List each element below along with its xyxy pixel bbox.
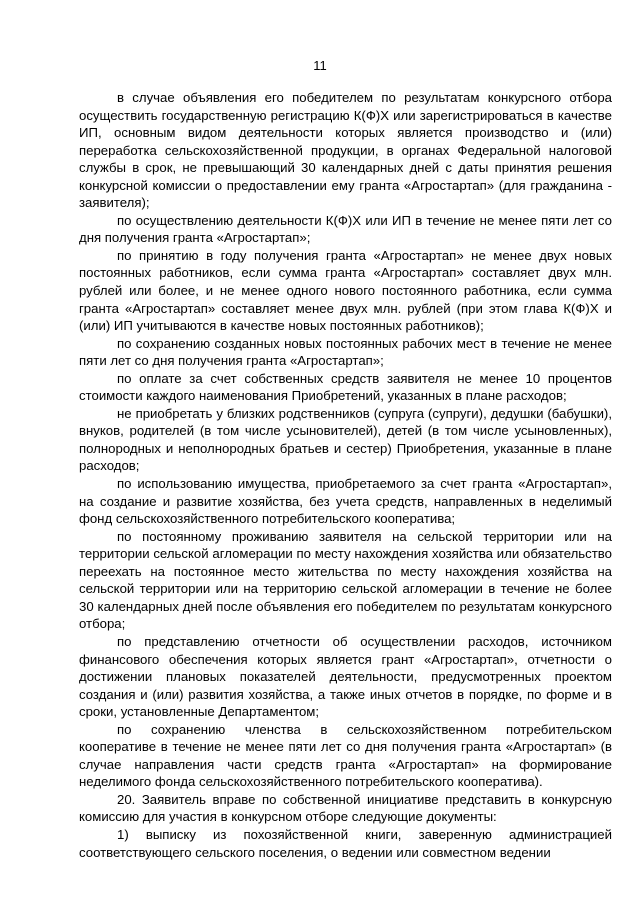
paragraph-obligation-jobs: по сохранению созданных новых постоянных рабочих мест в течение не менее пяти лет со дня получения гранта «Агростартап»; [79, 335, 612, 369]
paragraph-obligation-reporting: по представлению отчетности об осуществлении расходов, источником финансового обеспечения которых является грант «Агростартап», отчетности о достижении плановых показателей деятельности, предусмотренных проектом создания и (или) развития хозяйства, а также иных отчетов в порядке, по форме и в сроки, установленные Департаментом; [79, 633, 612, 720]
paragraph-obligation-own-funds: по оплате за счет собственных средств заявителя не менее 10 процентов стоимости каждого наименования Приобретений, указанных в плане расходов; [79, 370, 612, 404]
paragraph-obligation-activity: по осуществлению деятельности К(Ф)Х или ИП в течение не менее пяти лет со дня получения гранта «Агростартап»; [79, 212, 612, 246]
paragraph-obligation-residence: по постоянному проживанию заявителя на сельской территории или на территории сельской агломерации по месту нахождения хозяйства или обязательство переехать на постоянное место жительства по месту нахождения хозяйства на сельской территории или на территорию сельской агломерации в течение не более 30 календарных дней после объявления его победителем по результатам конкурсного отбора; [79, 528, 612, 632]
document-body [79, 89, 612, 861]
paragraph-obligation-cooperative: по сохранению членства в сельскохозяйственном потребительском кооперативе в течение не менее пяти лет со дня получения гранта «Агростартап» (в случае направления части средств гранта «Агростартап» на формирование неделимого фонда сельскохозяйственного потребительского кооператива). [79, 721, 612, 790]
page-number: 11 [313, 58, 327, 73]
paragraph-obligation-property-use: по использованию имущества, приобретаемого за счет гранта «Агростартап», на создание и развитие хозяйства, без учета средств, направленных в неделимый фонд сельскохозяйственного потребительского кооператива; [79, 476, 612, 527]
paragraph-obligation-hiring: по принятию в году получения гранта «Агростартап» не менее двух новых постоянных работников, если сумма гранта «Агростартап» составляет двух млн. рублей или более, и не менее одного нового постоянного работника, если сумма гранта «Агростартап» составляет менее двух млн. рублей (при этом глава К(Ф)Х и (или) ИП учитываются в качестве новых постоянных работников); [79, 247, 612, 334]
paragraph-obligation-relatives: не приобретать у близких родственников (супруга (супруги), дедушки (бабушки), внуков, родителей (в том числе усыновителей), детей (в том числе усыновленных), полнородных и неполнородных братьев и сестер) Приобретения, указанные в плане расходов; [79, 405, 612, 474]
paragraph-obligation-registration: в случае объявления его победителем по результатам конкурсного отбора осуществить государственную регистрацию К(Ф)Х или зарегистрироваться в качестве ИП, основным видом деятельности которых является производство и (или) переработка сельскохозяйственной продукции, в органах Федеральной налоговой службы в срок, не превышающий 30 календарных дней с даты принятия решения конкурсной комиссии о предоставлении ему гранта «Агростартап» (для гражданина - заявителя); [79, 90, 612, 211]
paragraph-item-20-1: 1) выписку из похозяйственной книги, заверенную администрацией соответствующего сельского поселения, о ведении или совместном ведении [79, 826, 612, 860]
paragraph-item-20: 20. Заявитель вправе по собственной инициативе представить в конкурсную комиссию для участия в конкурсном отборе следующие документы: [79, 791, 612, 825]
